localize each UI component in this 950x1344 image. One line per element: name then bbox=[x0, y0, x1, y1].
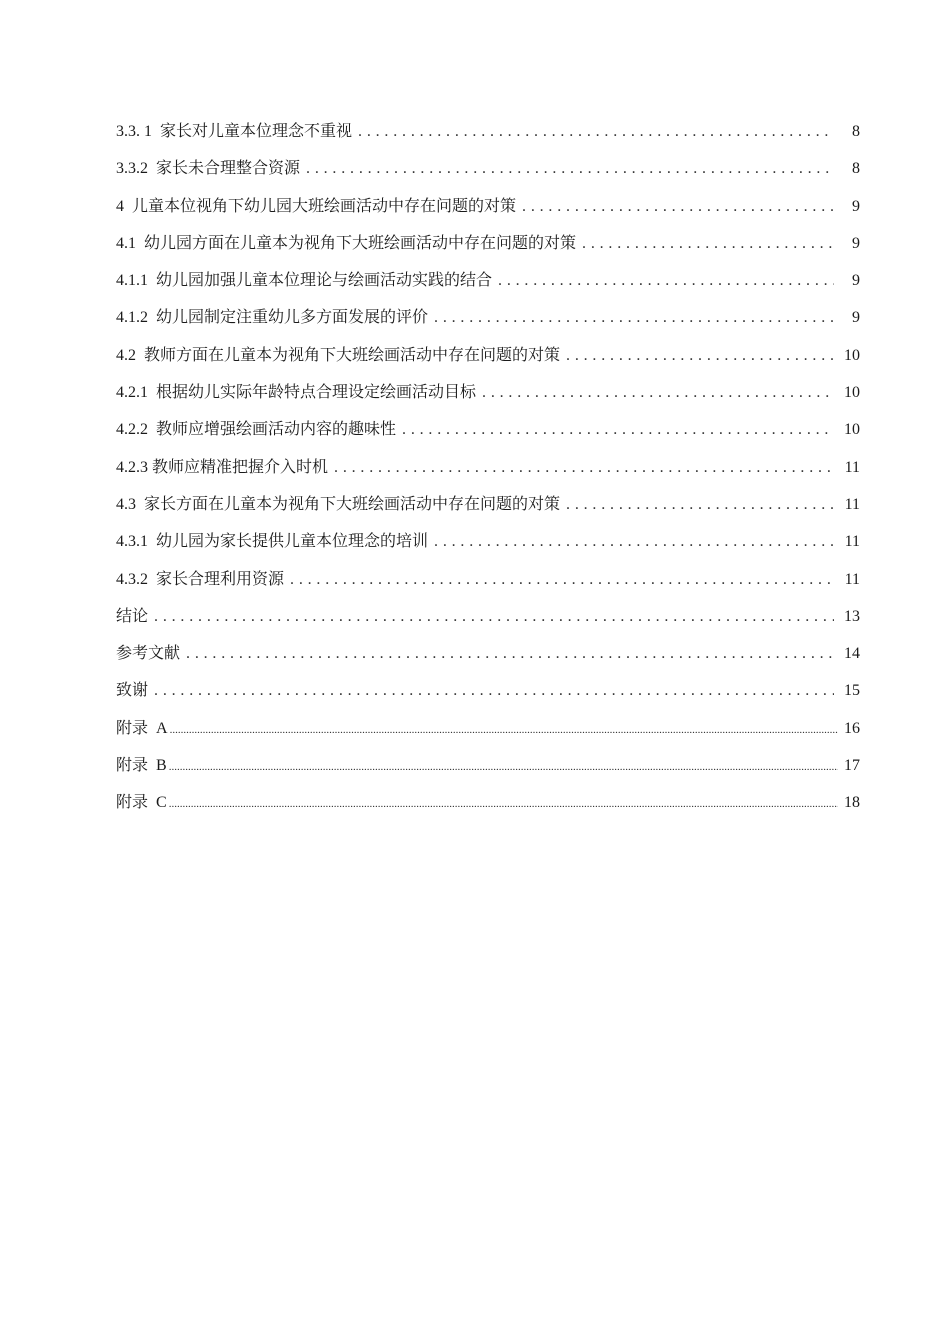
toc-entry-page-number: 9 bbox=[852, 272, 860, 290]
toc-entry[interactable] bbox=[116, 266, 860, 303]
toc-entry[interactable] bbox=[116, 788, 860, 825]
toc-entry-page-number: 17 bbox=[844, 757, 860, 775]
toc-entry-page-number: 18 bbox=[844, 794, 860, 812]
toc-entry-page-number: 11 bbox=[844, 533, 860, 551]
toc-entry-page-number: 11 bbox=[844, 495, 860, 513]
toc-entry[interactable] bbox=[116, 453, 860, 490]
toc-entry[interactable] bbox=[116, 154, 860, 191]
toc-entry-page-number: 13 bbox=[844, 607, 860, 625]
toc-entry[interactable] bbox=[116, 751, 860, 788]
toc-dot-leader bbox=[522, 192, 834, 222]
toc-dot-leader bbox=[154, 676, 834, 706]
toc-dot-leader bbox=[334, 453, 834, 483]
toc-entry-title: 4.1.1 幼儿园加强儿童本位理论与绘画活动实践的结合 bbox=[116, 272, 493, 290]
toc-dot-leader bbox=[434, 527, 834, 557]
toc-entry-title: 3.3.2 家长未合理整合资源 bbox=[116, 160, 301, 178]
toc-entry[interactable] bbox=[116, 303, 860, 340]
toc-entry-title: 4.2.2 教师应增强绘画活动内容的趣味性 bbox=[116, 421, 397, 439]
toc-entry-page-number: 10 bbox=[844, 421, 860, 439]
toc-dot-leader bbox=[434, 303, 834, 333]
toc-entry[interactable] bbox=[116, 229, 860, 266]
toc-dot-leader bbox=[169, 752, 838, 782]
toc-entry-title: 4.2.1 根据幼儿实际年龄特点合理设定绘画活动目标 bbox=[116, 384, 477, 402]
toc-entry-title: 4.2 教师方面在儿童本为视角下大班绘画活动中存在问题的对策 bbox=[116, 346, 561, 364]
toc-entry[interactable] bbox=[116, 490, 860, 527]
toc-entry-title: 4.1 幼儿园方面在儿童本为视角下大班绘画活动中存在问题的对策 bbox=[116, 234, 577, 252]
toc-entry-page-number: 9 bbox=[852, 309, 860, 327]
toc-dot-leader bbox=[402, 415, 834, 445]
toc-dot-leader bbox=[498, 266, 834, 296]
toc-entry[interactable] bbox=[116, 602, 860, 639]
toc-entry-title: 4.3.1 幼儿园为家长提供儿童本位理念的培训 bbox=[116, 533, 429, 551]
toc-entry-title: 3.3. 1 家长对儿童本位理念不重视 bbox=[116, 123, 353, 140]
toc-entry-page-number: 8 bbox=[852, 123, 860, 140]
toc-entry-title: 附录 A bbox=[116, 719, 168, 737]
toc-dot-leader bbox=[290, 565, 834, 595]
toc-entry-title: 4.3.2 家长合理利用资源 bbox=[116, 570, 285, 588]
toc-entry-title: 4 儿童本位视角下幼儿园大班绘画活动中存在问题的对策 bbox=[116, 197, 517, 215]
toc-dot-leader bbox=[582, 229, 834, 259]
toc-entry-page-number: 11 bbox=[844, 458, 860, 476]
toc-entry-page-number: 14 bbox=[844, 645, 860, 663]
toc-entry-page-number: 9 bbox=[852, 234, 860, 252]
toc-entry-title: 结论 bbox=[116, 607, 149, 625]
toc-dot-leader bbox=[306, 154, 834, 184]
toc-entry-title: 参考文献 bbox=[116, 645, 181, 663]
toc-entry[interactable] bbox=[116, 527, 860, 564]
toc-entry[interactable] bbox=[116, 117, 860, 154]
toc-dot-leader bbox=[170, 715, 838, 745]
toc-entry-page-number: 9 bbox=[852, 197, 860, 215]
toc-entry[interactable] bbox=[116, 639, 860, 676]
toc-dot-leader bbox=[566, 490, 834, 520]
toc-dot-leader bbox=[358, 117, 834, 147]
toc-entry-page-number: 15 bbox=[844, 682, 860, 700]
toc-dot-leader bbox=[566, 341, 834, 371]
toc-entry-title: 附录 C bbox=[116, 794, 167, 812]
toc-entry-page-number: 16 bbox=[844, 719, 860, 737]
toc-entry-title: 4.2.3 教师应精准把握介入时机 bbox=[116, 458, 329, 476]
toc-entry[interactable] bbox=[116, 676, 860, 713]
toc-entry[interactable] bbox=[116, 341, 860, 378]
toc-entry[interactable] bbox=[116, 714, 860, 751]
table-of-contents bbox=[116, 117, 860, 826]
toc-entry-page-number: 8 bbox=[852, 160, 860, 178]
toc-entry-title: 附录 B bbox=[116, 757, 167, 775]
toc-entry[interactable] bbox=[116, 192, 860, 229]
toc-entry-page-number: 11 bbox=[844, 570, 860, 588]
toc-dot-leader bbox=[154, 602, 834, 632]
toc-entry-page-number: 10 bbox=[844, 346, 860, 364]
toc-dot-leader bbox=[482, 378, 834, 408]
toc-entry[interactable] bbox=[116, 565, 860, 602]
toc-dot-leader bbox=[169, 789, 838, 819]
toc-entry-title: 4.1.2 幼儿园制定注重幼儿多方面发展的评价 bbox=[116, 309, 429, 327]
toc-entry[interactable] bbox=[116, 378, 860, 415]
toc-entry-title: 致谢 bbox=[116, 682, 149, 700]
toc-entry[interactable] bbox=[116, 415, 860, 452]
toc-entry-title: 4.3 家长方面在儿童本为视角下大班绘画活动中存在问题的对策 bbox=[116, 495, 561, 513]
toc-dot-leader bbox=[186, 639, 834, 669]
toc-entry-page-number: 10 bbox=[844, 384, 860, 402]
